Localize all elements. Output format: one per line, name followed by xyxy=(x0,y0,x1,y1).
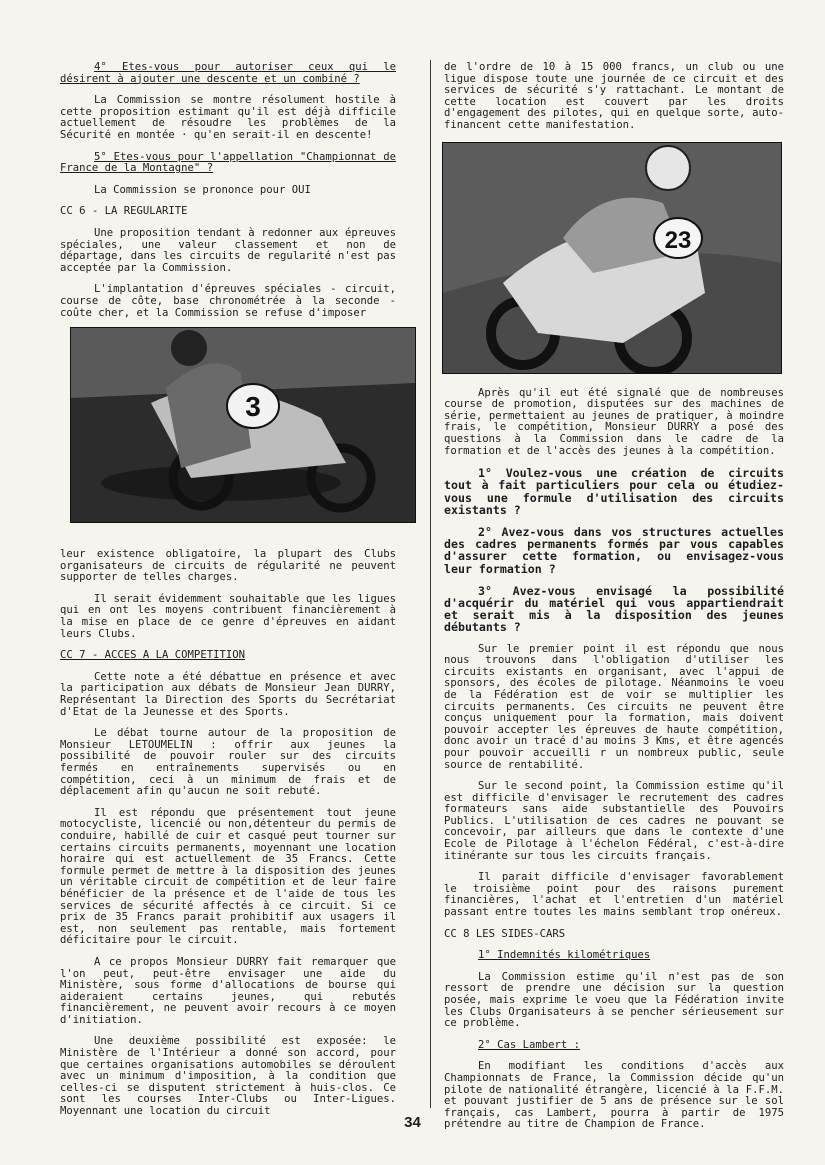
question-2: 2° Avez-vous dans vos structures actuelles des cadres permanents formés par vous capables d'assurer cette formation, ou envisagez-vous leur formation ? xyxy=(444,524,784,576)
race-number-right: 23 xyxy=(664,226,692,254)
cc7-paragraph-5: Une deuxième possibilité est exposée: le Ministère de l'Intérieur a donné son accord, pour que certaines organisations automobiles se déroulent avec un minimum d'imposition, à la condition que celles-ci se disputent strictement à huis-clos. Ce sont les courses Inter-Clubs ou Inter-Ligues. Moyennant une location du circuit xyxy=(60,1035,396,1118)
cc7-paragraph-1: Cette note a été débattue en présence et avec la participation aux débats de Monsieur Jean DURRY, Représentant la Direction des Sports du Secrétariat d'Etat de la Jeunesse et des Sports. xyxy=(60,670,396,718)
cc8-paragraph-1: La Commission estime qu'il n'est pas de son ressort de prendre une décision sur la question posée, mais exprime le voeu que la Fédération invite les Clubs Organisateurs à se pencher sérieusement sur ce problème. xyxy=(444,970,784,1030)
cc8-heading: CC 8 LES SIDES-CARS xyxy=(444,927,566,940)
cc6-heading: CC 6 - LA REGULARITE xyxy=(60,205,188,218)
motorcycle-photo-left xyxy=(70,327,416,523)
q5-heading: 5° Etes-vous pour l'appellation "Championnat de France de la Montagne" ? xyxy=(60,150,396,175)
cc8-subheading-2: 2° Cas Lambert : xyxy=(478,1038,581,1051)
motorcycle-photo-left-image xyxy=(71,328,415,522)
column-divider xyxy=(430,60,431,1108)
answer-1: Sur le premier point il est répondu que nous nous trouvons dans l'obligation d'utiliser les circuits existants en organisant, avec l'appui de sponsors, des écoles de pilotage. Néanmoins le voeu de la Fédération est de voir se multiplier les circuits permanents. Ces circuits ne peuvent être conçus uniquement pour la formation, mais doivent pouvoir accepter les épreuves de haute compétition, donc avoir un tracé d'au moins 3 Kms, et être agencés pour pouvoir accueilli r un nombreux public, seule source de rentabilité. xyxy=(444,642,784,771)
cc8-subheading-1: 1° Indemnités kilométriques xyxy=(478,949,651,962)
cc7-heading: CC 7 - ACCES A LA COMPETITION xyxy=(60,649,245,662)
right-paragraph-2: Après qu'il eut été signalé que de nombreuses course de promotion, disputées sur des machines de série, permettaient au jeunes de pratiquer, à moindre frais, le compétition, Monsieur DURRY a posé des questions à la Commission dans le cadre de la formation et de l'accès des jeunes à la compétition. xyxy=(444,386,784,457)
answer-2: Sur le second point, la Commission estime qu'il est difficile d'envisager le recrutement des cadres formateurs sans aide substantielle des Pouvoirs Publics. L'utilisation de ces cadres ne pouvant se concevoir, par ailleurs que dans le contexte d'une Ecole de Pilotage à l'échelon Fédéral, c'est-à-dire itinérante sur tous les circuits français. xyxy=(444,780,784,862)
q4-heading: 4° Etes-vous pour autoriser ceux qui le désirent à ajouter une descente et un combiné ? xyxy=(60,61,396,85)
page-number: 34 xyxy=(404,1114,421,1131)
left-column xyxy=(60,62,396,1128)
cc6-paragraph-2: L'implantation d'épreuves spéciales - circuit, course de côte, base chronométrée à la seconde - coûte cher, et la Commission se refuse d'imposer xyxy=(60,283,396,319)
cc7-paragraph-3: Il est répondu que présentement tout jeune motocycliste, licencié ou non,détenteur du permis de conduire, habillé de cuir et casqué peut tourner sur certains circuits permanents, moyennant une location horaire qui est actuellement de 35 Francs. Cette formule permet de mettre à la disposition des jeunes un véritable circuit de compétition et de leur faire bénéficier de la présence et de l'aide de tous les services de sécurité affectés à ce circuit. Si ce prix de 35 Francs parait prohibitif aux usagers il est, non seulement pas rentable, mais fortement déficitaire pour le circuit. xyxy=(60,806,396,947)
cc6-paragraph-3: leur existence obligatoire, la plupart des Clubs organisateurs de circuits de régularité ne peuvent supporter de telles charges. xyxy=(60,548,396,584)
motorcycle-photo-right-image xyxy=(443,143,781,373)
motorcycle-photo-right xyxy=(442,142,782,374)
cc6-paragraph-4: Il serait évidemment souhaitable que les ligues qui en ont les moyens contribuent financièrement à la mise en place de ce genre d'épreuves en aidant leurs Clubs. xyxy=(60,592,396,640)
cc8-paragraph-2: En modifiant les conditions d'accès aux Championnats de France, la Commission décide qu'un pilote de nationalité étrangère, licencié à la F.F.M. et pouvant justifier de 5 ans de présence sur le sol français, cas Lambert, pourra à partir de 1975 prétendre au titre de Champion de France. xyxy=(444,1060,784,1131)
answer-3: Il parait difficile d'envisager favorablement le troisième point pour des raisons purement financières, l'achat et l'entretien d'un matériel passant entre toutes les mains semblant trop onéreux. xyxy=(444,871,784,919)
question-1: 1° Voulez-vous une création de circuits tout à fait particuliers pour cela ou étudiez-vous une formule d'utilisation des circuits existants ? xyxy=(444,466,784,517)
right-column xyxy=(444,62,784,1141)
q5-answer: La Commission se prononce pour OUI xyxy=(94,183,311,196)
race-number-left: 3 xyxy=(245,391,261,423)
cc6-paragraph-1: Une proposition tendant à redonner aux épreuves spéciales, une valeur classement et non de départage, dans les circuits de regularité n'est pas acceptée par la Commission. xyxy=(60,226,396,274)
cc7-paragraph-2: Le débat tourne autour de la proposition de Monsieur LETOUMELIN : offrir aux jeunes la possibilité de pouvoir rouler sur des circuits fermés en entraînements supervisés ou en compétition, ceci à un minimum de frais et de déplacement afin qu'aucun ne soit rebuté. xyxy=(60,727,396,798)
right-paragraph-1: de l'ordre de 10 à 15 000 francs, un club ou une ligue dispose toute une journée de ce circuit et des services de sécurité s'y rattachant. Le montant de cette location est couvert par les droits d'engagement des pilotes, qui en quelque sorte, auto-financent cette manifestation. xyxy=(444,61,784,131)
question-3: 3° Avez-vous envisagé la possibilité d'acquérir du matériel qui vous appartiendrait et serait mis à la disposition des jeunes débutants ? xyxy=(444,583,784,635)
cc7-paragraph-4: A ce propos Monsieur DURRY fait remarquer que l'on peut, peut-être envisager une aide du Ministère, sous forme d'allocations de bourse qui aideraient certains jeunes, qui rebutés financièrement, ne peuvent avoir recours à ce moyen d'initiation. xyxy=(60,955,396,1026)
q4-answer: La Commission se montre résolument hostile à cette proposition estimant qu'il est déjà difficile actuellement de résoudre les problèmes de la Sécurité en montée · qu'en serait-il en descente! xyxy=(60,94,396,141)
